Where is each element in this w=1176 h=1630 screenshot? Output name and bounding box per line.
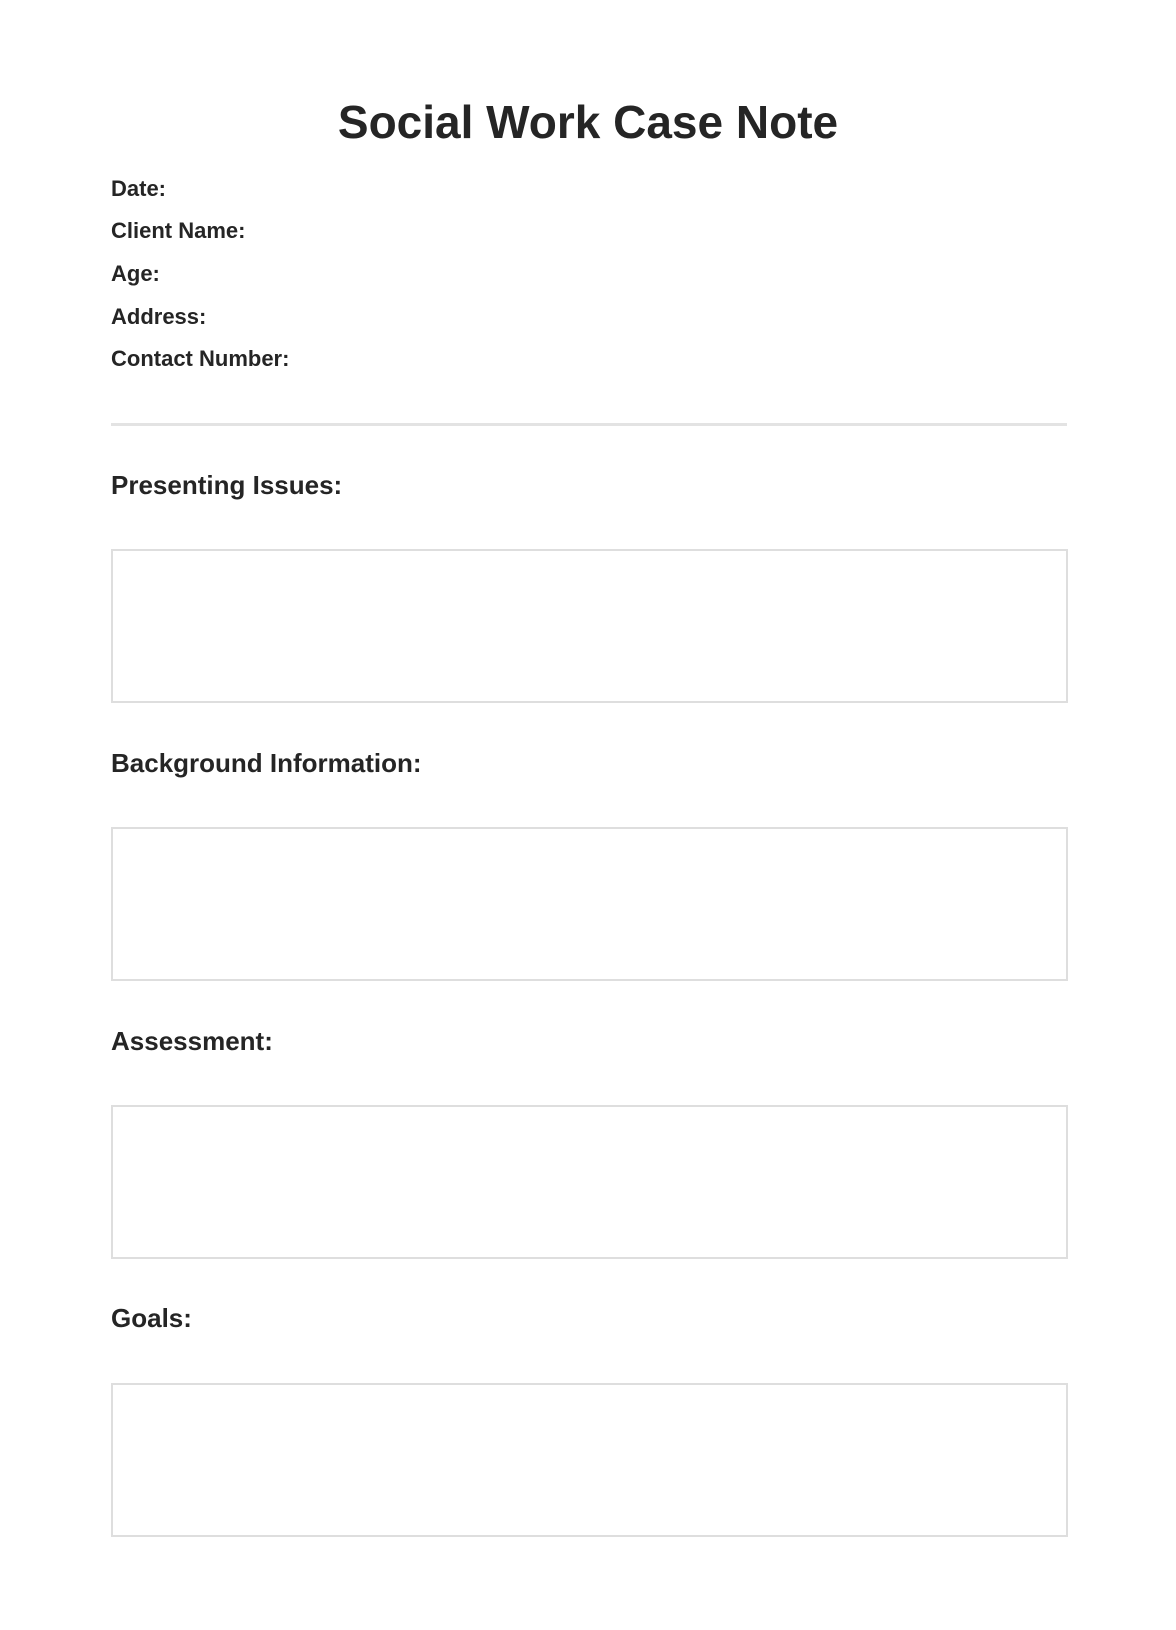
presenting-issues-box[interactable] [111,549,1068,703]
presenting-issues-heading: Presenting Issues: [111,470,343,500]
goals-box[interactable] [111,1383,1068,1537]
goals-heading: Goals: [111,1303,192,1333]
assessment-heading: Assessment: [111,1026,273,1056]
assessment-box[interactable] [111,1105,1068,1259]
age-field-label: Age: [111,261,160,286]
page-title: Social Work Case Note [337,96,839,148]
section-divider [111,423,1067,426]
date-field-label: Date: [111,176,167,201]
client-name-field-label: Client Name: [111,218,246,243]
address-field-label: Address: [111,304,207,329]
contact-number-field-label: Contact Number: [111,346,290,371]
background-information-box[interactable] [111,827,1068,981]
background-information-heading: Background Information: [111,748,422,778]
